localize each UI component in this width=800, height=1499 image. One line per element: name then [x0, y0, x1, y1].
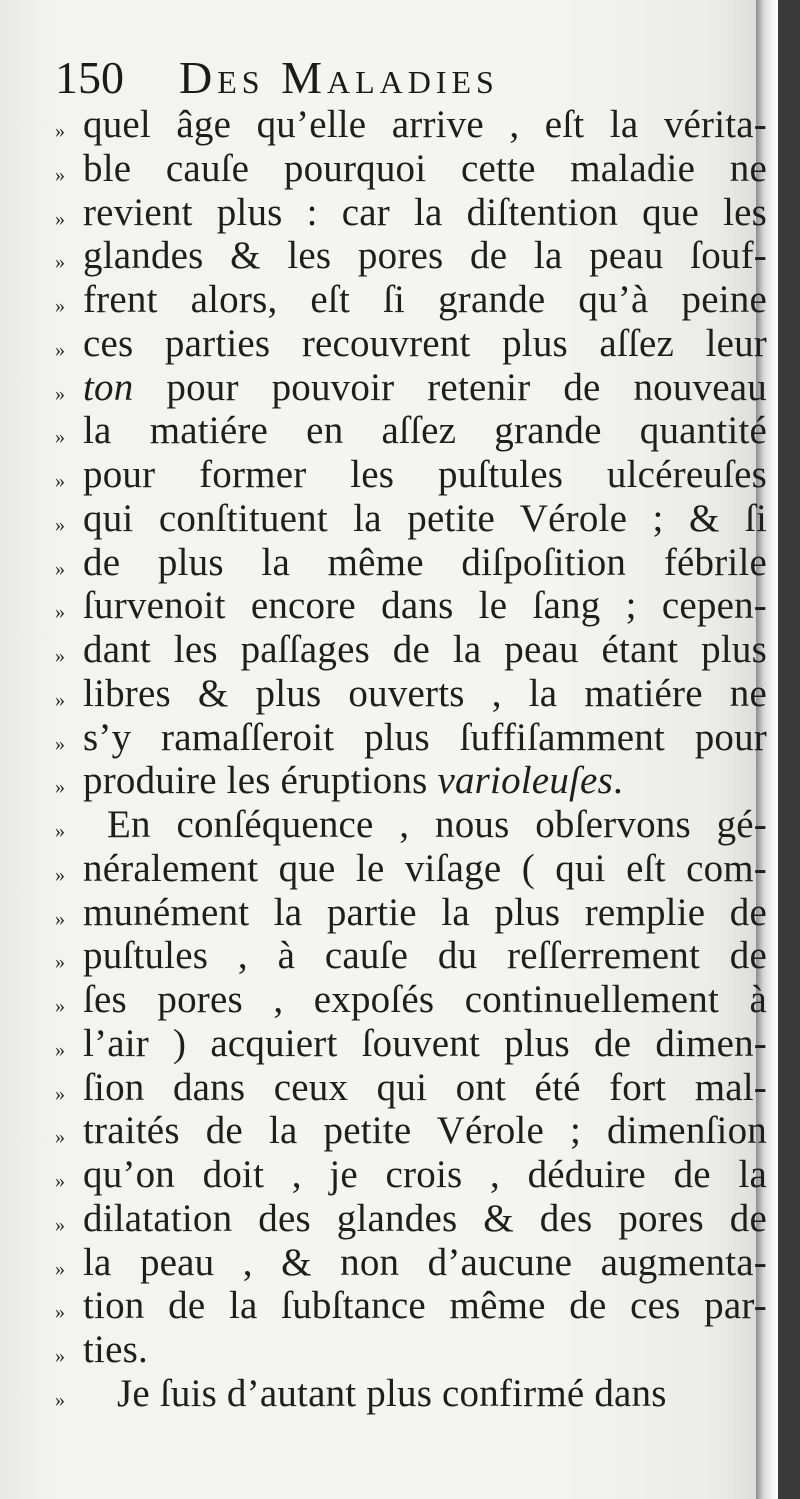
- text-run: En conſéquence , nous obſervons gé-: [107, 803, 767, 846]
- quotation-mark: »: [55, 951, 65, 974]
- quotation-mark: »: [55, 732, 65, 755]
- running-title: Des Maladies: [179, 52, 499, 103]
- text-run: .: [612, 759, 623, 803]
- text-run: la matiére en aſſez grande quantité: [83, 409, 767, 453]
- text-run: dant les paſſages de la peau étant plus: [83, 628, 767, 671]
- text-line: [55, 1371, 767, 1415]
- text-run: ſes pores , expoſés continuellement à: [83, 978, 767, 1021]
- quotation-mark: »: [55, 120, 65, 142]
- quotation-mark: »: [55, 382, 65, 405]
- text-line: [55, 846, 767, 890]
- text-run: qu’on doit , je crois , déduire de la: [83, 1153, 767, 1196]
- line-text: [83, 583, 767, 628]
- text-line: [55, 496, 767, 540]
- text-run: puſtules , à cauſe du reſſerrement de: [83, 934, 767, 978]
- text-line: [55, 1196, 767, 1240]
- quotation-mark: »: [55, 338, 65, 361]
- quotation-mark: »: [55, 1126, 65, 1149]
- text-line: [55, 146, 767, 190]
- line-text: [83, 715, 767, 760]
- quotation-mark: »: [55, 513, 65, 536]
- quotation-mark: »: [55, 645, 65, 667]
- text-run: qui conſtituent la petite Vérole ; & ſi: [83, 496, 767, 540]
- text-run: Je ſuis d’autant plus confirmé dans: [117, 1371, 667, 1415]
- quotation-mark: »: [55, 688, 65, 711]
- text-line: [55, 277, 767, 321]
- line-text: [83, 627, 767, 672]
- line-text: [83, 1021, 767, 1066]
- text-line: [55, 890, 767, 934]
- quotation-mark: »: [55, 907, 65, 930]
- quotation-mark: »: [55, 1301, 65, 1324]
- text-run: s’y ramaſſeroit plus ſuffiſamment pour: [83, 715, 767, 759]
- line-text: [83, 1327, 148, 1372]
- quotation-mark: »: [55, 1038, 65, 1061]
- text-line: [55, 1240, 767, 1284]
- quotation-mark: »: [55, 470, 65, 492]
- text-line: [55, 1065, 767, 1109]
- text-run: munément la partie la plus remplie de: [83, 890, 767, 934]
- quotation-mark: »: [55, 426, 65, 449]
- text-run: glandes & les pores de la peau ſouf-: [83, 234, 767, 278]
- text-line: [55, 933, 767, 977]
- quotation-mark: »: [55, 1388, 65, 1411]
- line-text: [83, 846, 767, 891]
- text-line: [55, 1152, 767, 1196]
- line-text: [83, 233, 767, 278]
- quotation-mark: »: [55, 820, 65, 842]
- text-run: ſion dans ceux qui ont été fort mal-: [83, 1065, 767, 1109]
- text-run: produire les éruptions: [83, 759, 438, 803]
- line-text: [83, 1108, 767, 1153]
- text-line: [55, 408, 767, 452]
- text-run: tion de la ſubſtance même de ces par-: [83, 1284, 767, 1328]
- line-text: [83, 1240, 767, 1285]
- text-line: [55, 1327, 767, 1371]
- line-text: [83, 496, 767, 541]
- italic-word: ton: [83, 365, 134, 409]
- line-text: [83, 452, 767, 497]
- text-line: [55, 365, 767, 409]
- quotation-mark: »: [55, 1257, 65, 1280]
- page-number: 150: [55, 52, 124, 103]
- text-line: [55, 1021, 767, 1065]
- line-text: [83, 1152, 767, 1197]
- quotation-mark: »: [55, 557, 65, 580]
- text-line: [55, 715, 767, 759]
- text-run: néralement que le viſage ( qui eſt com-: [83, 846, 767, 890]
- line-text: [117, 1371, 667, 1416]
- text-run: ties.: [83, 1328, 148, 1371]
- line-text: [83, 758, 623, 803]
- text-run: ces parties recouvrent plus aſſez leur: [83, 321, 767, 365]
- quotation-mark: »: [55, 776, 65, 799]
- text-line: [55, 802, 767, 846]
- text-line: [55, 233, 767, 277]
- line-text: [83, 933, 767, 978]
- text-line: [55, 671, 767, 715]
- quotation-mark: »: [55, 295, 65, 317]
- line-text: [83, 321, 767, 366]
- line-text: [83, 977, 767, 1022]
- text-line: [55, 1283, 767, 1327]
- text-run: quel âge qu’elle arrive , eſt la vérita-: [83, 103, 767, 146]
- quotation-mark: »: [55, 863, 65, 886]
- line-text: [83, 408, 767, 453]
- text-line: [55, 102, 767, 146]
- line-text: [83, 1196, 767, 1241]
- quotation-mark: »: [55, 1170, 65, 1192]
- text-run: frent alors, eſt ſi grande qu’à peine: [83, 278, 767, 321]
- line-text: [83, 102, 767, 147]
- line-text: [83, 1065, 767, 1110]
- text-line: [55, 583, 767, 627]
- quotation-mark: »: [55, 1082, 65, 1105]
- quotation-mark: »: [55, 207, 65, 230]
- line-text: [83, 365, 767, 410]
- line-text: [83, 540, 767, 585]
- text-run: la peau , & non d’aucune augmenta-: [83, 1240, 767, 1284]
- text-line: [55, 321, 767, 365]
- line-text: [83, 277, 767, 322]
- text-line: [55, 540, 767, 584]
- text-run: l’air ) acquiert ſouvent plus de dimen-: [83, 1021, 767, 1065]
- text-run: traités de la petite Vérole ; dimenſion: [83, 1109, 767, 1153]
- italic-word: varioleuſes: [437, 759, 613, 803]
- text-run: dilatation des glandes & des pores de: [83, 1196, 767, 1240]
- text-line: [55, 1108, 767, 1152]
- text-run: pour former les puſtules ulcéreuſes: [83, 453, 767, 496]
- text-line: [55, 627, 767, 671]
- quotation-mark: »: [55, 1213, 65, 1236]
- text-run: de plus la même diſpoſition fébrile: [83, 540, 767, 584]
- text-run: revient plus : car la diſtention que les: [83, 190, 767, 234]
- body-text: [55, 102, 767, 1415]
- text-line: [55, 190, 767, 234]
- quotation-mark: »: [55, 163, 65, 186]
- page-header: [55, 48, 755, 104]
- line-text: [83, 890, 767, 935]
- text-line: [55, 758, 767, 802]
- quotation-mark: »: [55, 251, 65, 274]
- text-run: ble cauſe pourquoi cette maladie ne: [83, 146, 767, 190]
- text-run: libres & plus ouverts , la matiére ne: [83, 671, 767, 715]
- text-run: pour pouvoir retenir de nouveau: [133, 365, 767, 409]
- quotation-mark: »: [55, 601, 65, 624]
- line-text: [83, 190, 767, 235]
- text-line: [55, 977, 767, 1021]
- line-text: [83, 671, 767, 716]
- line-text: [83, 1283, 767, 1328]
- quotation-mark: »: [55, 995, 65, 1017]
- text-run: ſurvenoit encore dans le ſang ; cepen-: [83, 584, 767, 628]
- line-text: [83, 146, 767, 191]
- line-text: [107, 802, 767, 847]
- quotation-mark: »: [55, 1345, 65, 1367]
- text-line: [55, 452, 767, 496]
